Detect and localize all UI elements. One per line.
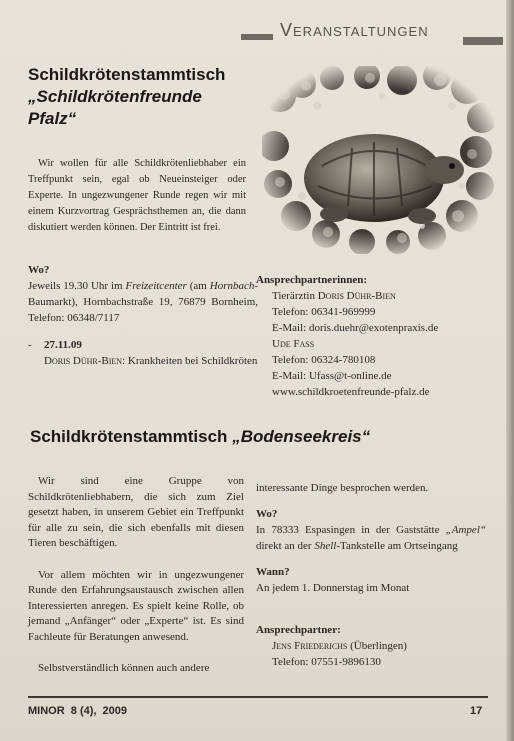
article2-para3: Selbstverständlich können auch andere <box>38 662 210 674</box>
contact2-name: Ude Fass <box>272 338 315 350</box>
contact1-phone: Telefon: 06341-969999 <box>272 306 376 318</box>
page-edge-shadow <box>506 0 514 741</box>
footer-rule <box>28 696 488 698</box>
contact1-email[interactable]: E-Mail: doris.duehr@exotenpraxis.de <box>272 322 439 334</box>
website-link[interactable]: www.schildkroetenfreunde-pfalz.de <box>272 386 430 398</box>
article2-contact-phone: Telefon: 07551-9896130 <box>272 656 381 668</box>
article2-when-heading: Wann? <box>256 566 290 578</box>
store-name: Hornbach <box>209 280 255 292</box>
article1-where-heading: Wo? <box>28 264 50 276</box>
article1-where: Wo? Jeweils 19.30 Uhr im Freizeitcenter (am Hornbach-Baumarkt), Hornbachstraße 19, 76879 Bornheim, Telefon: 06348/7117 <box>28 264 259 324</box>
article2-para2: Vor allem möchten wir in ungezwungener Runde den Erfahrungsaustausch zwischen allen Interessierten anregen. Es spielt keine Rolle, ob jemand „Anfänger“ oder „Experte“ ist. Es sind Fachleute für Beratungen anwesend. <box>28 568 244 643</box>
article2-brand: Shell <box>314 540 337 552</box>
article2-where-heading: Wo? <box>256 508 278 520</box>
contacts-heading: Ansprechpartnerinnen: <box>256 274 368 286</box>
header-bar-left <box>241 34 273 40</box>
article1-title: Schildkrötenstammtisch „Schildkrötenfreunde Pfalz“ <box>28 65 226 128</box>
article1-intro: Wir wollen für alle Schildkrötenliebhaber ein Treffpunkt sein, egal ob Neueinsteiger oder Experte. In ungezwungener Runde regen wir mit einem Kurzvortrag Gesprächsthemen an, die dann diskutiert werden können. Der Eintritt ist frei. <box>28 158 246 233</box>
article2-continued: interessante Dinge besprochen werden. <box>256 482 429 494</box>
article2-title: Schildkrötenstammtisch „Bodenseekreis“ <box>30 427 371 446</box>
article2-body <box>28 474 244 693</box>
event-topic: Krankheiten bei Schildkröten <box>127 355 258 367</box>
article1-event: - 27.11.09 Doris Dühr-Bien: Krankheiten bei Schildkröten <box>28 339 258 367</box>
section-header: Veranstaltungen <box>280 20 429 40</box>
event-date: 27.11.09 <box>44 339 82 351</box>
article2-info: interessante Dinge besprochen werden. Wo? In 78333 Espasingen in der Gaststätte „Ampel“ direkt an der Shell-Tankstelle am Ortseingang Wann? An jedem 1. Donnerstag im Monat Ansprechpartner: Jens Friederichs (Überlingen) Telefon: 07551-9896130 <box>256 482 486 668</box>
header-bar-right <box>463 37 503 45</box>
article2-para1: Wir sind eine Gruppe von Schildkrötenliebhabern, die sich zum Ziel gesetzt haben, in unserem Gebiet ein Treffpunkt für alle zu sein, die sich ebenfalls mit diesen Tieren beschäftigen. <box>28 475 244 549</box>
event-speaker: Doris Dühr-Bien: <box>44 355 126 367</box>
article2-contact-heading: Ansprechpartner: <box>256 624 341 636</box>
contact2-email[interactable]: E-Mail: Ufass@t-online.de <box>272 370 392 382</box>
article2-contact-name: Jens Friederichs <box>272 640 348 652</box>
contact2-phone: Telefon: 06324-780108 <box>272 354 376 366</box>
turtle-photo <box>262 66 494 254</box>
journal-citation: MINOR 8 (4), 2009 <box>28 705 128 717</box>
contact1-name: Doris Dühr-Bien <box>317 290 396 302</box>
venue-name: Freizeitcenter <box>125 280 187 292</box>
page-number: 17 <box>470 705 483 717</box>
article1-contacts: Ansprechpartnerinnen: Tierärztin Doris Dühr-Bien Telefon: 06341-969999 E-Mail: doris.duehr@exotenpraxis.de Ude Fass Telefon: 06324-780108 E-Mail: Ufass@t-online.de www.schildkroetenfreunde-pfalz.de <box>256 272 496 400</box>
article2-when-text: An jedem 1. Donnerstag im Monat <box>256 582 410 594</box>
article2-venue: „Ampel“ <box>445 524 486 536</box>
